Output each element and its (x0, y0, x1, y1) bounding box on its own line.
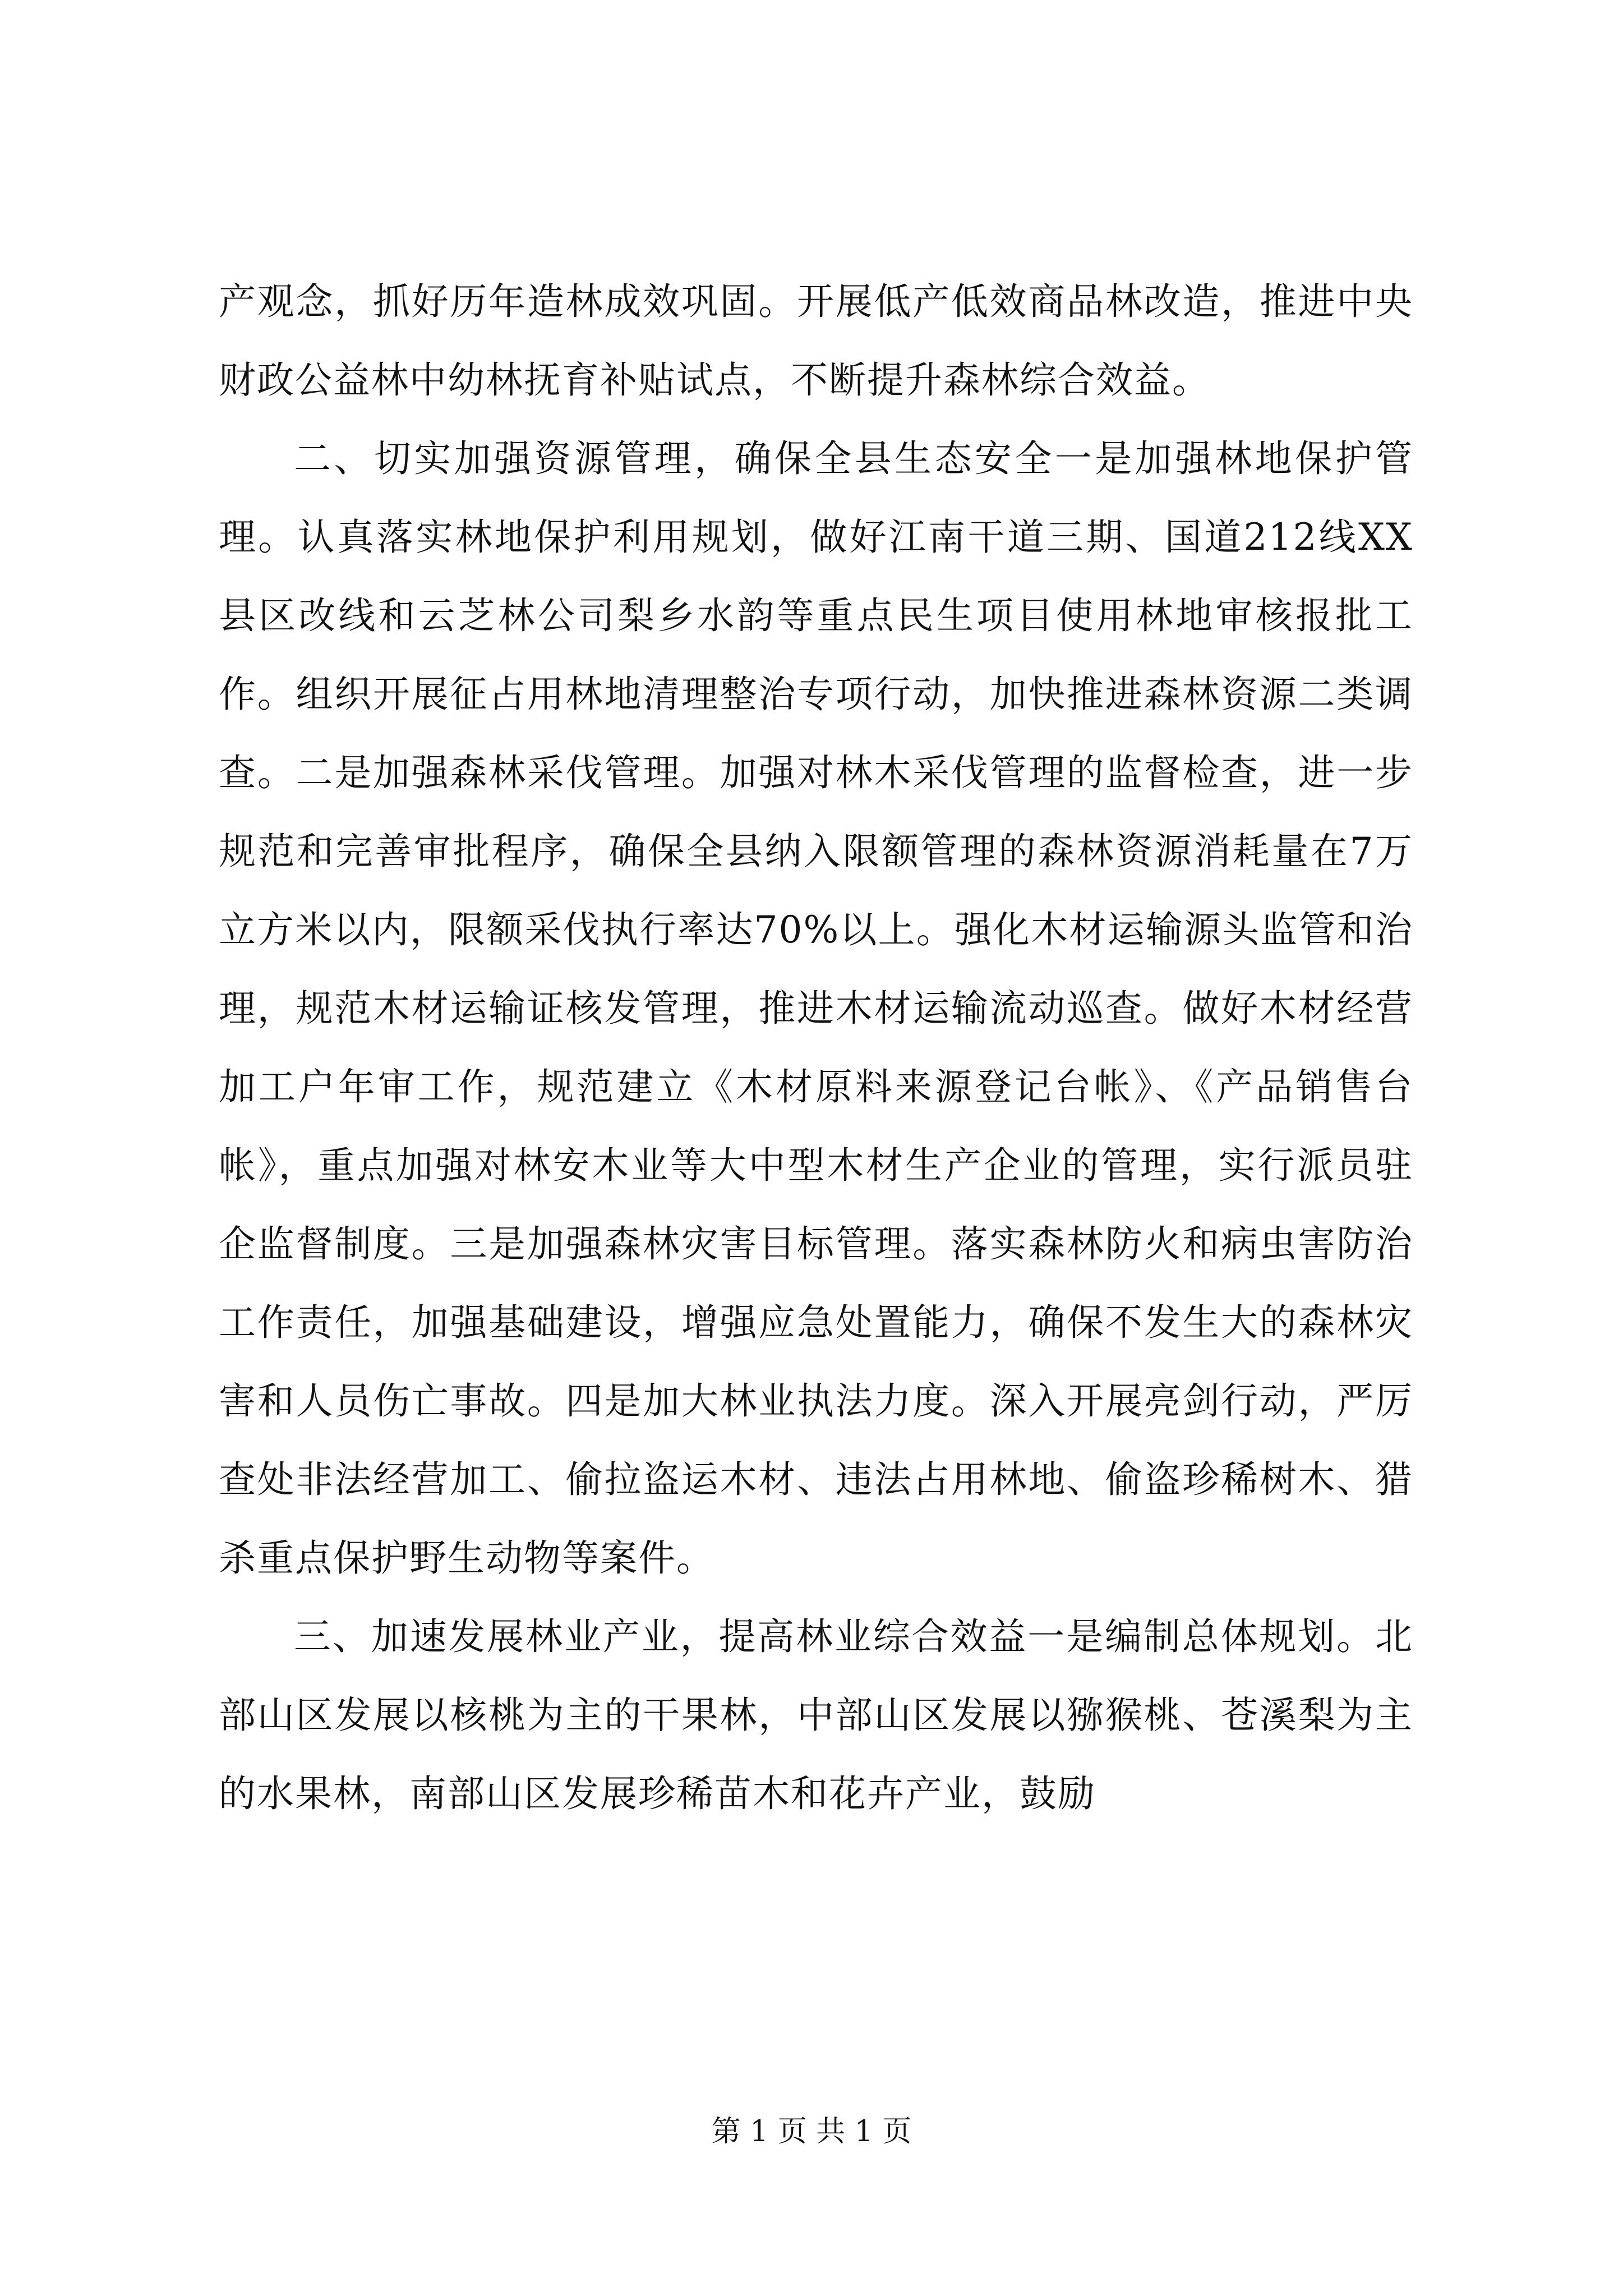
page-footer (0, 2115, 1623, 2148)
page-number-label: 第 1 页 共 1 页 (711, 2115, 912, 2148)
paragraph-forestry-industry: 三、加速发展林业产业，提高林业综合效益一是编制总体规划。北部山区发展以核桃为主的干果林，中部山区发展以猕猴桃、苍溪梨为主的水果林，南部山区发展珍稀苗木和花卉产业，鼓励 (219, 1615, 1413, 1815)
paragraph-continuation: 产观念，抓好历年造林成效巩固。开展低产低效商品林改造，推进中央财政公益林中幼林抚育补贴试点，不断提升森林综合效益。 (219, 280, 1413, 402)
document-body (219, 263, 1413, 1833)
paragraph-resource-management: 二、切实加强资源管理，确保全县生态安全一是加强林地保护管理。认真落实林地保护利用规划，做好江南干道三期、国道212线XX县区改线和云芝林公司梨乡水韵等重点民生项目使用林地审核报批工作。组织开展征占用林地清理整治专项行动，加快推进森林资源二类调查。二是加强森林采伐管理。加强对林木采伐管理的监督检查，进一步规范和完善审批程序，确保全县纳入限额管理的森林资源消耗量在7万立方米以内，限额采伐执行率达70%以上。强化木材运输源头监管和治理，规范木材运输证核发管理，推进木材运输流动巡查。做好木材经营加工户年审工作，规范建立《木材原料来源登记台帐》、《产品销售台帐》，重点加强对林安木业等大中型木材生产企业的管理，实行派员驻企监督制度。三是加强森林灾害目标管理。落实森林防火和病虫害防治工作责任，加强基础建设，增强应急处置能力，确保不发生大的森林灾害和人员伤亡事故。四是加大林业执法力度。深入开展亮剑行动，严厉查处非法经营加工、偷拉盗运木材、违法占用林地、偷盗珍稀树木、猎杀重点保护野生动物等案件。 (219, 437, 1413, 1580)
